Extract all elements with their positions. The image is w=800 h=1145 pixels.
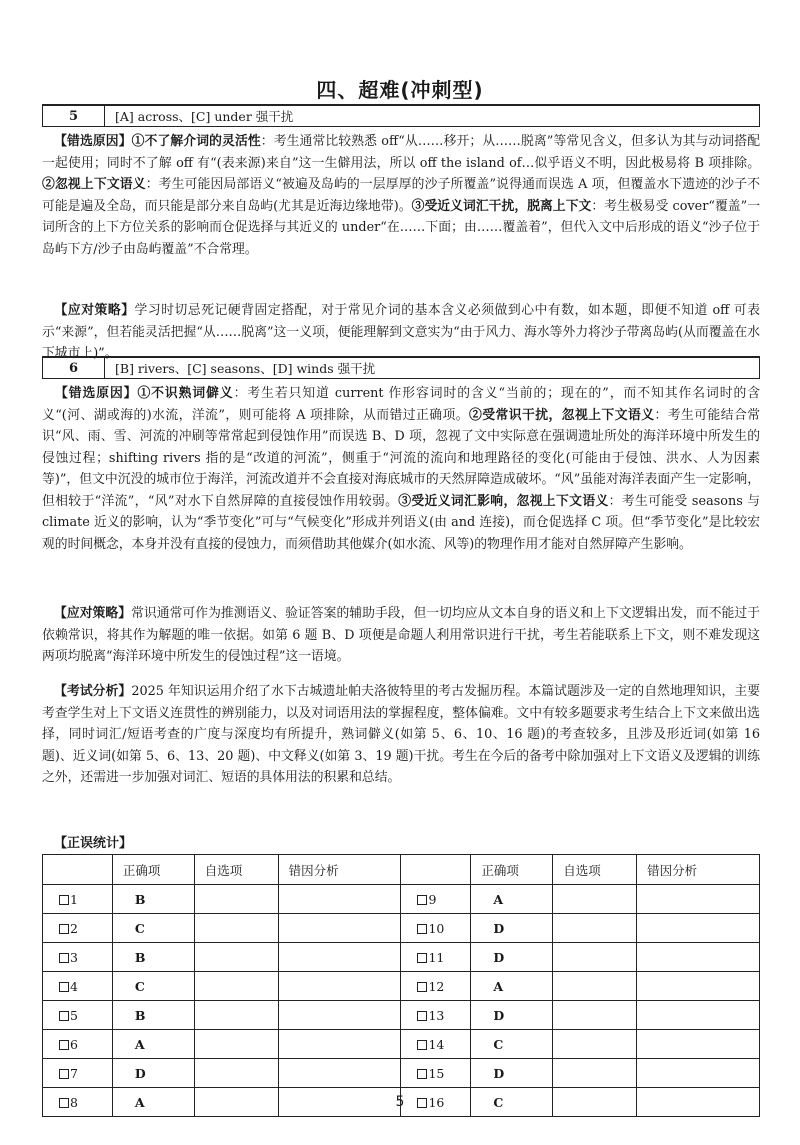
question-number: 2: [70, 920, 78, 936]
error-reason-cell[interactable]: [278, 972, 401, 1001]
question-number: 4: [70, 978, 78, 994]
question-number: 1: [70, 891, 78, 907]
question-number: 5: [70, 1007, 78, 1023]
error-reason-cell[interactable]: [637, 1059, 760, 1088]
distractor-options: [B] rivers、[C] seasons、[D] winds 强干扰: [115, 361, 376, 376]
correct-answer: D: [112, 1059, 194, 1088]
checkbox-icon[interactable]: [59, 982, 69, 992]
question-cell: [43, 885, 113, 914]
checkbox-icon[interactable]: [417, 982, 427, 992]
question-number: 11: [428, 949, 445, 965]
table-row: [43, 943, 760, 972]
correct-answer: B: [112, 885, 194, 914]
correctness-stats-table: [42, 854, 760, 1117]
correct-answer: A: [471, 885, 553, 914]
error-point: ②受常识干扰，忽视上下文语义: [468, 407, 655, 423]
correct-answer: A: [112, 1030, 194, 1059]
checkbox-icon[interactable]: [417, 895, 427, 905]
correct-answer: A: [471, 972, 553, 1001]
table-row: [43, 1030, 760, 1059]
question-cell: [401, 972, 471, 1001]
correct-answer: D: [471, 943, 553, 972]
question-6-header: [42, 356, 760, 379]
error-point: ③受近义词汇影响，忽视上下文语义: [398, 493, 609, 509]
own-choice-cell[interactable]: [194, 943, 278, 972]
table-header: [401, 855, 471, 885]
question-cell: [43, 1030, 113, 1059]
checkbox-icon[interactable]: [417, 1040, 427, 1050]
error-reason-cell[interactable]: [278, 1059, 401, 1088]
table-header-row: [43, 855, 760, 885]
correct-answer: C: [471, 1088, 553, 1117]
question-cell: [401, 943, 471, 972]
error-reason-cell[interactable]: [637, 1001, 760, 1030]
correct-answer: A: [112, 1088, 194, 1117]
checkbox-icon[interactable]: [417, 924, 427, 934]
checkbox-icon[interactable]: [59, 1011, 69, 1021]
error-text: ：考生可能因局部语义“被遍及岛屿的一层厚厚的沙子所覆盖”说得通而误选 A 项，但覆盖水下遗迹的沙子不可能是遍及全岛，而只能是部分来自岛屿(尤其是近海边缘地带)。: [42, 177, 760, 214]
table-row: [43, 914, 760, 943]
question-cell: [401, 1001, 471, 1030]
analysis-label: 【考试分析】: [54, 684, 132, 699]
table-header: 错因分析: [637, 855, 760, 885]
checkbox-icon[interactable]: [59, 953, 69, 963]
table-header: 正确项: [112, 855, 194, 885]
own-choice-cell[interactable]: [194, 1030, 278, 1059]
question-number: 9: [428, 891, 437, 907]
question-cell: [401, 885, 471, 914]
question-cell: [401, 1030, 471, 1059]
question-cell: [401, 1059, 471, 1088]
own-choice-cell[interactable]: [553, 943, 637, 972]
question-number: 6: [70, 1036, 78, 1052]
error-text: ：考生通常比较熟悉 off“从……移开；从……脱离”等常见含义，但多认为其与动词搭配一起使用；同时不了解 off 有“(表来源)来自”这一生僻用法，所以 off the island of…似乎语义不明，因此极易将 B 项排除。: [42, 134, 761, 171]
correct-answer: B: [112, 943, 194, 972]
question-cell: [401, 914, 471, 943]
error-point: ③受近义词汇干扰，脱离上下文: [411, 198, 592, 214]
q6-strategy: [42, 603, 760, 668]
page-number: 5: [395, 1094, 405, 1110]
question-5-header: [42, 104, 760, 127]
analysis-text: 2025 年知识运用介绍了水下古城遗址帕夫洛彼特里的考古发掘历程。本篇试题涉及一定的自然地理知识，主要考查学生对上下文语义连贯性的辨别能力，以及对词语用法的掌握程度，整体偏难。文中有较多题要求考生结合上下文来做出选择，同时词汇/短语考查的广度与深度均有所提升，熟词僻义(如第 5、6、10、16 题)的考查较多，且涉及形近词(如第 16 题)、近义词(如第 5、6、13、20 题)、中文释义(如第 3、19 题)干扰。考生在今后的备考中除加强对上下文语义及逻辑的训练之外，还需进一步加强对词汇、短语的具体用法的积累和总结。: [42, 684, 761, 785]
checkbox-icon[interactable]: [417, 953, 427, 963]
question-number: 13: [428, 1007, 445, 1023]
checkbox-icon[interactable]: [59, 1040, 69, 1050]
error-reason-cell[interactable]: [637, 885, 760, 914]
error-reason-cell[interactable]: [278, 914, 401, 943]
error-text: ：考生可能结合常识“风、雨、雪、河流的冲刷等常常起到侵蚀作用”而误选 B、D 项，忽视了文中实际意在强调遗址所处的海洋环境中所发生的侵蚀过程；shifting rivers 指的是“改道的河流”，侧重于“河流的流向和地理路径的变化(可能由于侵蚀、洪水、人为因素等)”，但文中沉没的城市位于海洋，河流改道并不会直接对海底城市的天然屏障造成破坏。“风”虽能对海洋表面产生一定影响，但相较于“洋流”，“风”对水下自然屏障的直接侵蚀作用较弱。: [42, 407, 760, 509]
q5-error-reason: [42, 131, 760, 260]
error-point: ②忽视上下文语义: [42, 177, 146, 192]
question-number: 3: [70, 949, 78, 965]
correct-answer: C: [112, 972, 194, 1001]
distractor-options: [A] across、[C] under 强干扰: [115, 109, 294, 124]
question-cell: [43, 1001, 113, 1030]
section-title: 四、超难(冲刺型): [316, 78, 484, 102]
correct-answer: C: [471, 1030, 553, 1059]
question-number: 8: [70, 1094, 78, 1110]
table-row: [43, 885, 760, 914]
error-reason-cell[interactable]: [637, 914, 760, 943]
correct-answer: D: [471, 1001, 553, 1030]
table-row: [43, 1059, 760, 1088]
own-choice-cell[interactable]: [553, 914, 637, 943]
question-number: 10: [428, 920, 445, 936]
table-header: 错因分析: [278, 855, 401, 885]
correct-answer: B: [112, 1001, 194, 1030]
question-number: 5: [43, 106, 105, 126]
question-number: 14: [428, 1036, 445, 1052]
error-reason-cell[interactable]: [637, 943, 760, 972]
question-cell: [43, 1059, 113, 1088]
table-row: [43, 1001, 760, 1030]
correct-answer: D: [471, 914, 553, 943]
error-point: ①不识熟词僻义: [137, 386, 234, 401]
error-reason-cell[interactable]: [278, 943, 401, 972]
question-number: 6: [43, 358, 105, 378]
table-header: 自选项: [553, 855, 637, 885]
question-number: 16: [428, 1094, 445, 1110]
question-cell: [43, 943, 113, 972]
error-label: 【错选原因】: [54, 386, 138, 401]
own-choice-cell[interactable]: [194, 914, 278, 943]
own-choice-cell[interactable]: [194, 1059, 278, 1088]
checkbox-icon[interactable]: [59, 895, 69, 905]
error-point: ①不了解介词的灵活性: [131, 134, 261, 149]
strategy-label: 【应对策略】: [54, 606, 132, 621]
question-number: 7: [70, 1065, 78, 1081]
q5-strategy: [42, 300, 760, 365]
own-choice-cell[interactable]: [553, 1059, 637, 1088]
own-choice-cell[interactable]: [194, 972, 278, 1001]
error-text: ：考生极易受 cover“覆盖”一词所含的上下方位关系的影响而仓促选择与其近义的 under“在……下面；由……覆盖着”，但代入文中后形成的语义“沙子位于岛屿下方/沙子由岛屿覆盖”不合常理。: [42, 198, 761, 257]
own-choice-cell[interactable]: [553, 1030, 637, 1059]
table-row: [43, 972, 760, 1001]
own-choice-cell[interactable]: [194, 885, 278, 914]
question-number: 15: [428, 1065, 445, 1081]
error-label: 【错选原因】: [54, 134, 132, 149]
own-choice-cell[interactable]: [553, 885, 637, 914]
question-cell: [43, 914, 113, 943]
correct-answer: D: [471, 1059, 553, 1088]
table-header: [43, 855, 113, 885]
own-choice-cell[interactable]: [194, 1001, 278, 1030]
table-header: 正确项: [471, 855, 553, 885]
correct-answer: C: [112, 914, 194, 943]
strategy-text: 学习时切忌死记硬背固定搭配，对于常见介词的基本含义必须做到心中有数，如本题，即便不知道 off 可表示“来源”，但若能灵活把握“从……脱离”这一义项，便能理解到文意实为“由于风力、海水等外力将沙子带离岛屿(从而覆盖在水下城市上)”。: [42, 303, 761, 361]
question-cell: [43, 972, 113, 1001]
stats-label: 【正误统计】: [54, 836, 133, 851]
checkbox-icon[interactable]: [417, 1069, 427, 1079]
question-number: 12: [428, 978, 445, 994]
error-reason-cell[interactable]: [278, 1001, 401, 1030]
error-reason-cell[interactable]: [637, 1030, 760, 1059]
own-choice-cell[interactable]: [553, 1001, 637, 1030]
checkbox-icon[interactable]: [59, 1069, 69, 1079]
error-text: ：考生可能受 seasons 与 climate 近义的影响，认为“季节变化”可与“气候变化”形成并列语义(由 and 连接)，而仓促选择 C 项。但“季节变化”是比较宏观的时间概念，本身并没有直接的侵蚀力，而须借助其他媒介(如水流、风等)的物理作用才能对自然屏障产生影响。: [42, 493, 760, 552]
error-text: ：考生若只知道 current 作形容词时的含义“当前的；现在的”，而不知其作名词时的含义“(河、湖或海的)水流，洋流”，则可能将 A 项排除，从而错过正确项。: [42, 386, 761, 423]
exam-analysis: [42, 681, 760, 789]
checkbox-icon[interactable]: [417, 1011, 427, 1021]
q6-error-reason: [42, 383, 760, 555]
strategy-label: 【应对策略】: [54, 303, 135, 318]
own-choice-cell[interactable]: [553, 972, 637, 1001]
error-reason-cell[interactable]: [637, 972, 760, 1001]
error-reason-cell[interactable]: [278, 885, 401, 914]
error-reason-cell[interactable]: [278, 1030, 401, 1059]
table-header: 自选项: [194, 855, 278, 885]
strategy-text: 常识通常可作为推测语义、验证答案的辅助手段，但一切均应从文本自身的语义和上下文逻辑出发，而不能过于依赖常识，将其作为解题的唯一依据。如第 6 题 B、D 项便是命题人利用常识进行干扰，考生若能联系上下文，则不难发现这两项均脱离“海洋环境中所发生的侵蚀过程”这一语境。: [42, 606, 761, 664]
checkbox-icon[interactable]: [59, 924, 69, 934]
